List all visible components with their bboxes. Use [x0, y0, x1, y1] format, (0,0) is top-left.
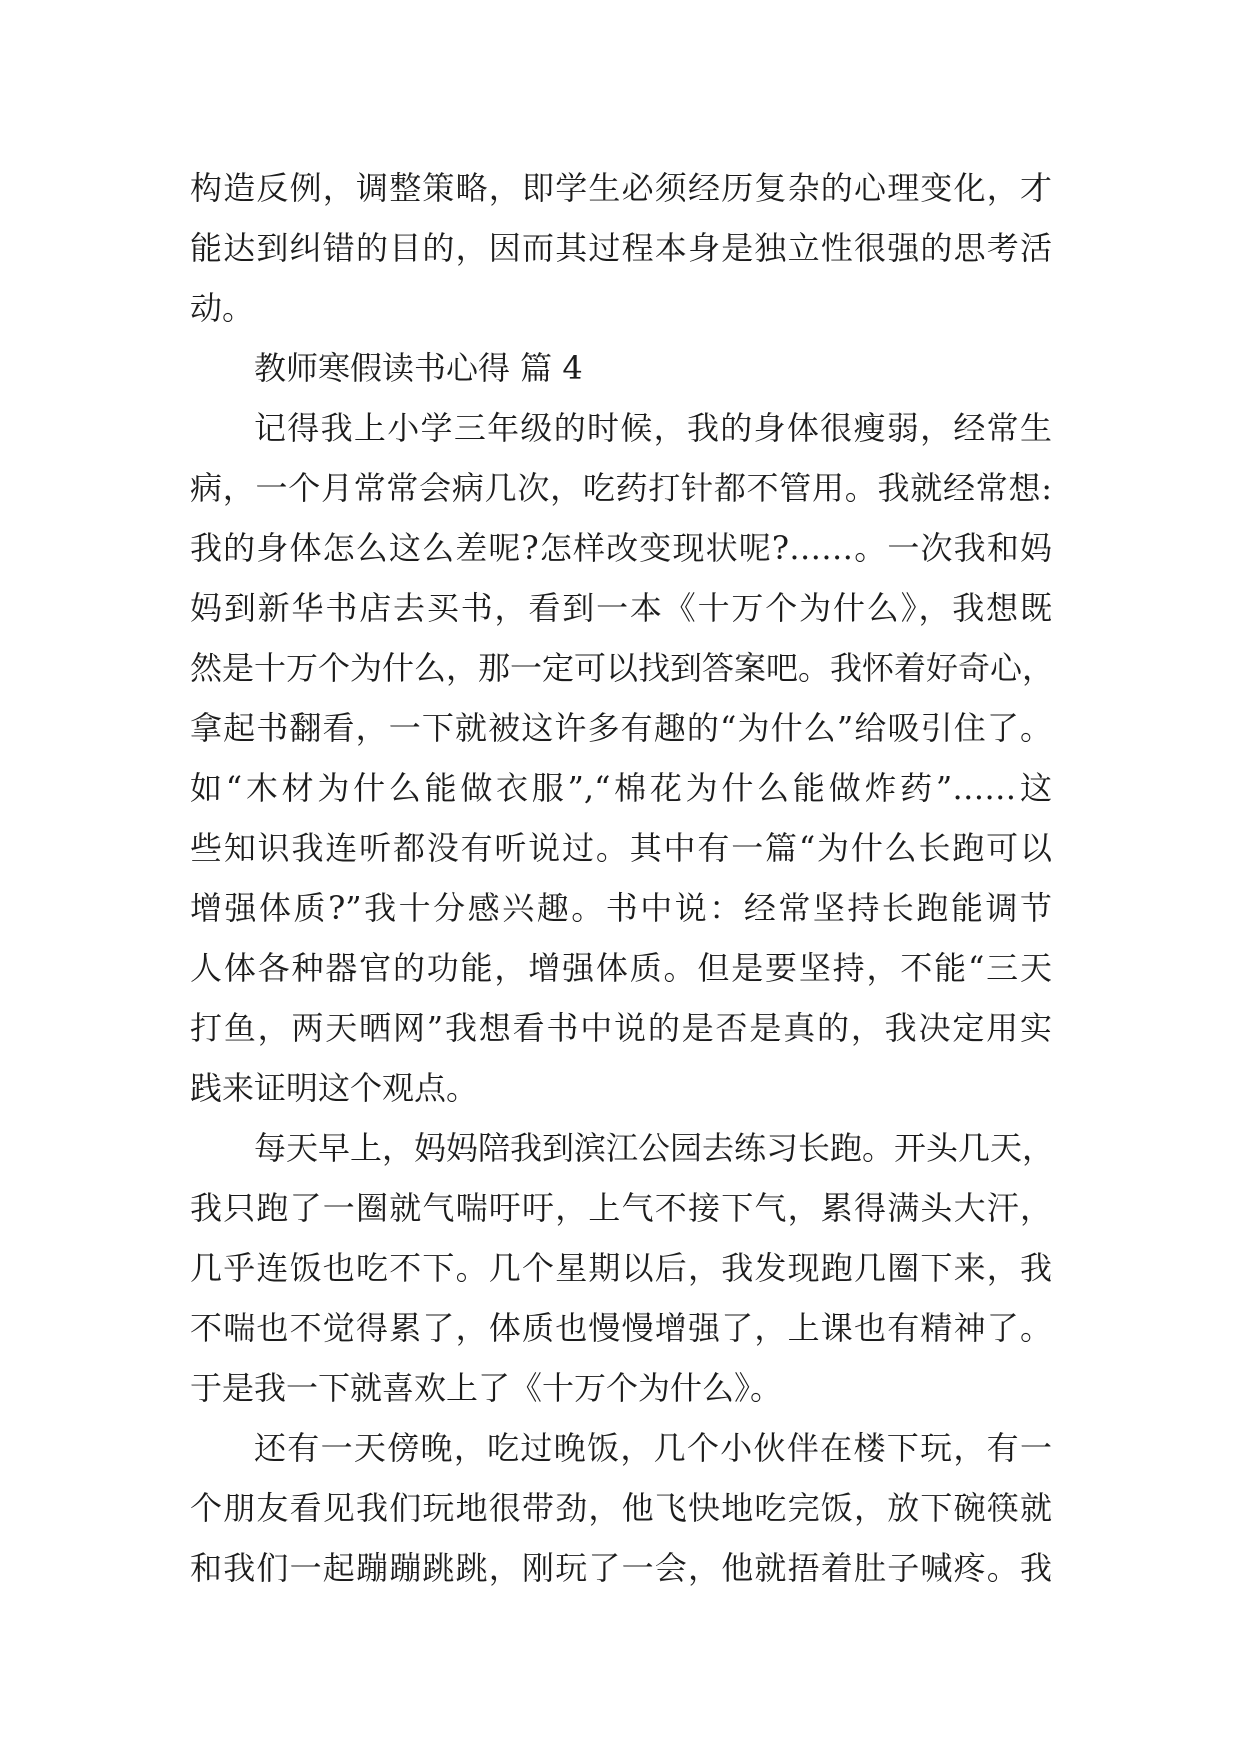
text-line: 然是十万个为什么，那一定可以找到答案吧。我怀着好奇心， [190, 649, 1055, 687]
intro-paragraph [190, 158, 1052, 338]
paragraph-3 [190, 1418, 1052, 1598]
text-line: 动。 [190, 289, 255, 327]
text-line: 不喘也不觉得累了，体质也慢慢增强了，上课也有精神了。 [190, 1309, 1052, 1347]
paragraph-1 [190, 398, 1055, 1118]
text-line: 我只跑了一圈就气喘吁吁，上气不接下气，累得满头大汗， [190, 1189, 1052, 1227]
text-line: 于是我一下就喜欢上了《十万个为什么》。 [190, 1369, 783, 1407]
text-line: 病，一个月常常会病几次，吃药打针都不管用。我就经常想: [190, 469, 1052, 507]
text-line: 打鱼，两天晒网”我想看书中说的是否是真的，我决定用实 [190, 1009, 1052, 1047]
document-body [190, 158, 1055, 1598]
text-line: 构造反例，调整策略，即学生必须经历复杂的心理变化，才 [190, 169, 1052, 207]
text-line: 人体各种器官的功能，增强体质。但是要坚持，不能“三天 [190, 949, 1052, 987]
text-line: 拿起书翻看，一下就被这许多有趣的“为什么”给吸引住了。 [190, 709, 1052, 747]
paragraph-2 [190, 1118, 1055, 1418]
text-line: 妈到新华书店去买书，看到一本《十万个为什么》，我想既 [190, 589, 1052, 627]
text-line: 个朋友看见我们玩地很带劲，他飞快地吃完饭，放下碗筷就 [190, 1489, 1052, 1527]
text-line: 增强体质?”我十分感兴趣。书中说：经常坚持长跑能调节 [190, 889, 1052, 927]
text-line: 能达到纠错的目的，因而其过程本身是独立性很强的思考活 [190, 229, 1052, 267]
text-line: 些知识我连听都没有听说过。其中有一篇“为什么长跑可以 [190, 829, 1052, 867]
text-line: 记得我上小学三年级的时候，我的身体很瘦弱，经常生 [254, 409, 1052, 447]
text-line: 还有一天傍晚，吃过晚饭，几个小伙伴在楼下玩，有一 [254, 1429, 1052, 1467]
text-line: 践来证明这个观点。 [190, 1069, 479, 1107]
text-line: 我的身体怎么这么差呢?怎样改变现状呢?……。一次我和妈 [190, 529, 1052, 567]
text-line: 每天早上，妈妈陪我到滨江公园去练习长跑。开头几天， [254, 1129, 1055, 1167]
text-line: 如“木材为什么能做衣服”,“棉花为什么能做炸药”……这 [190, 769, 1052, 807]
text-line: 和我们一起蹦蹦跳跳，刚玩了一会，他就捂着肚子喊疼。我 [190, 1549, 1052, 1587]
section-heading: 教师寒假读书心得 篇 4 [254, 349, 583, 387]
text-line: 几乎连饭也吃不下。几个星期以后，我发现跑几圈下来，我 [190, 1249, 1052, 1287]
